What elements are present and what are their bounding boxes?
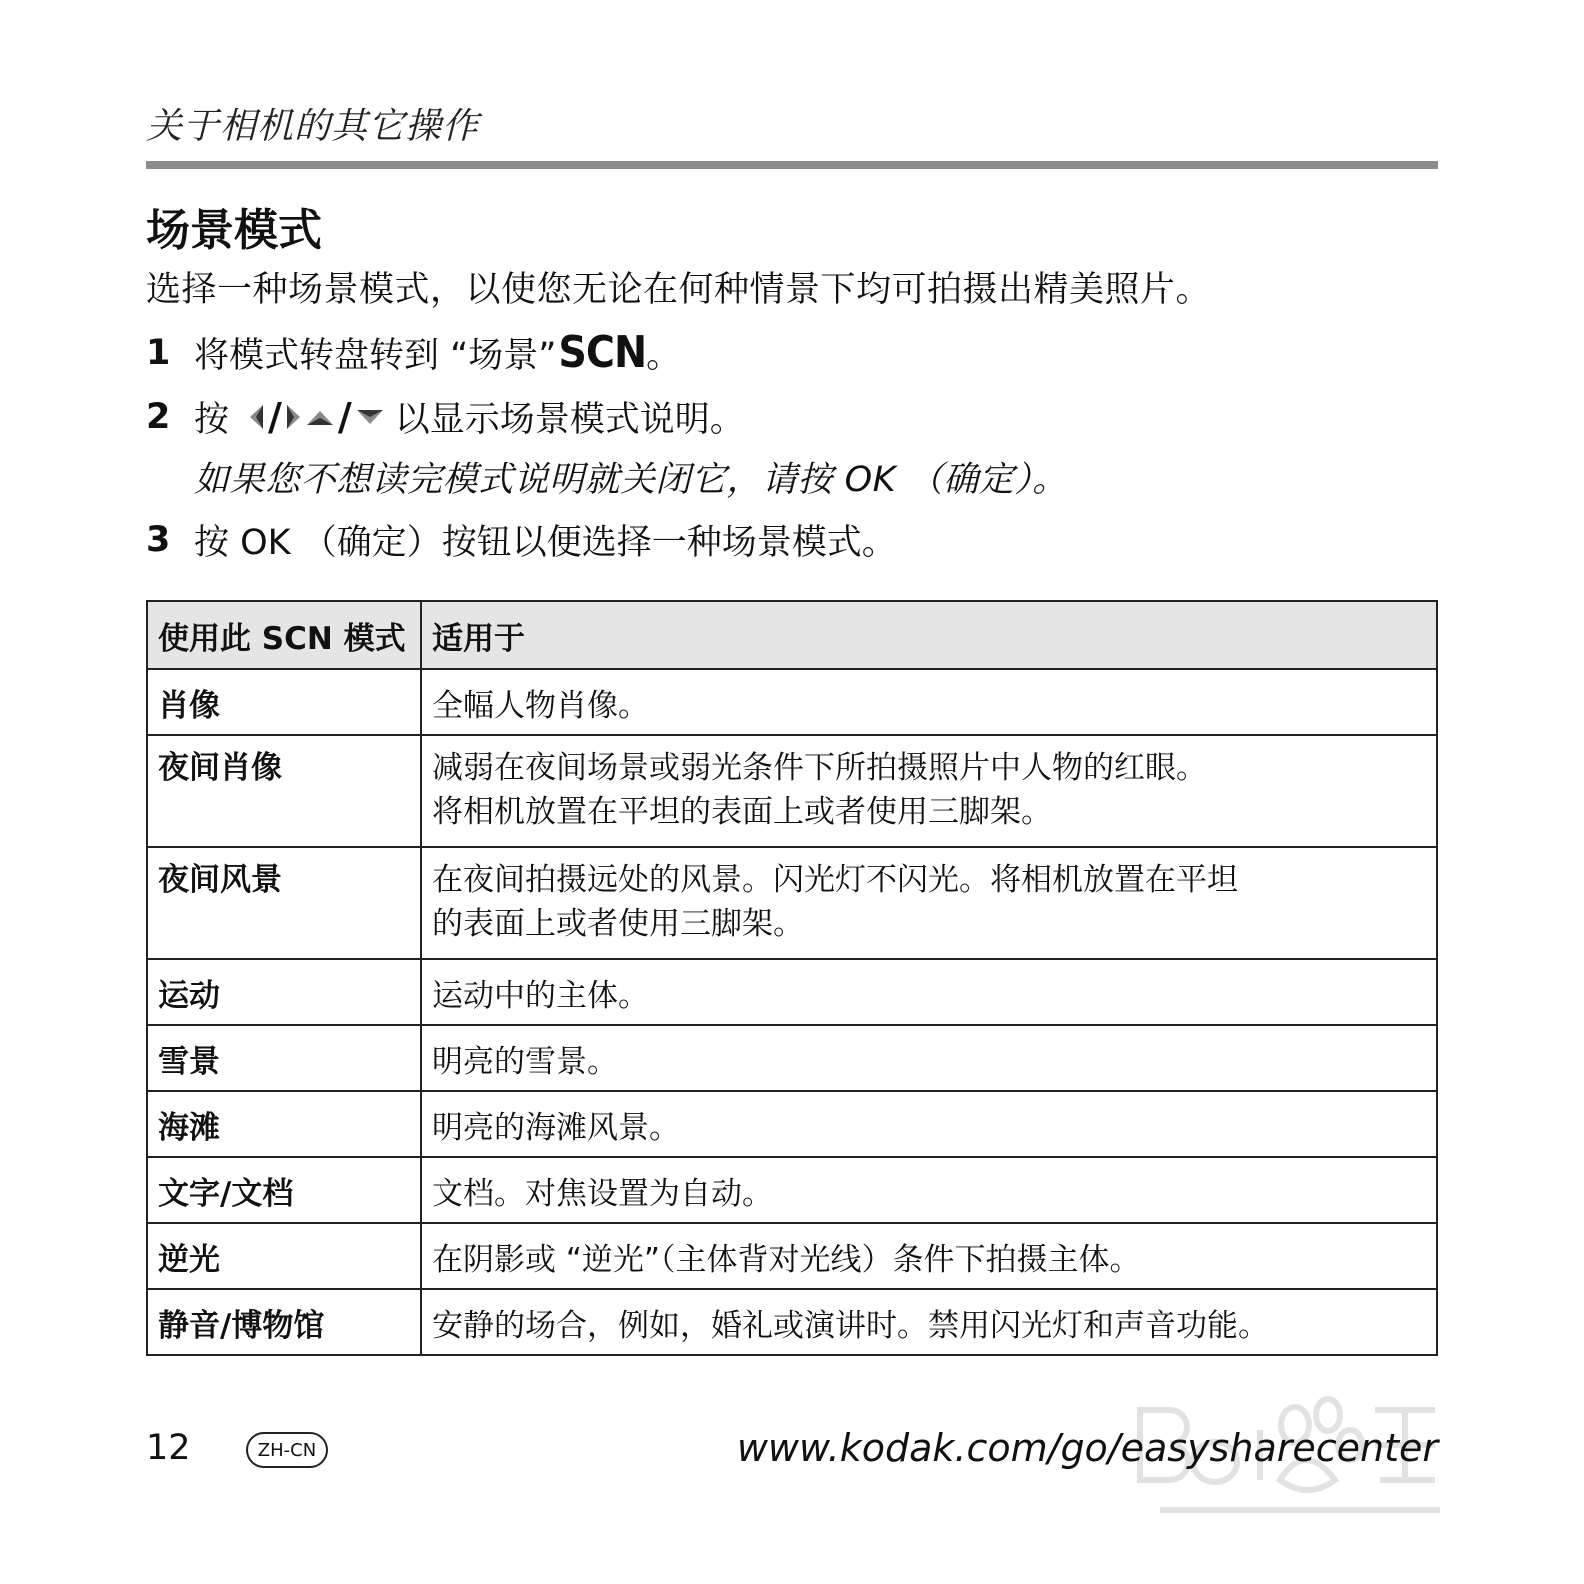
table-row	[147, 1157, 1437, 1223]
desc-cell	[421, 1223, 1437, 1289]
table-row	[147, 1289, 1437, 1355]
step-number: 2	[146, 397, 171, 437]
scene-mode-table	[146, 600, 1438, 1356]
mode-cell: 运动	[147, 959, 421, 1025]
column-header-use: 适用于	[421, 601, 1437, 669]
step-2	[146, 392, 745, 442]
running-head: 关于相机的其它操作	[146, 106, 480, 147]
step-prefix: 按	[194, 400, 230, 440]
scn-icon: SCN	[558, 327, 647, 378]
step-suffix: 。	[646, 335, 682, 376]
step-1	[146, 327, 681, 378]
desc-line: 运动中的主体。	[432, 978, 649, 1014]
section-title: 场景模式	[146, 205, 322, 256]
arrow-buttons-icon	[247, 395, 385, 439]
mode-cell: 静音/博物馆	[147, 1289, 421, 1355]
header-rule	[146, 161, 1438, 169]
desc-cell	[421, 959, 1437, 1025]
step-text: 将模式转盘转到 “场景”	[194, 335, 557, 376]
desc-cell	[421, 1289, 1437, 1355]
desc-cell	[421, 847, 1437, 959]
desc-line: 减弱在夜间场景或弱光条件下所拍摄照片中人物的红眼。	[432, 750, 1207, 786]
mode-cell: 海滩	[147, 1091, 421, 1157]
right-arrow-icon	[285, 402, 303, 432]
desc-cell	[421, 669, 1437, 735]
table-header-row	[147, 601, 1437, 669]
desc-line: 全幅人物肖像。	[432, 688, 649, 724]
desc-cell	[421, 1157, 1437, 1223]
desc-line: 在夜间拍摄远处的风景。闪光灯不闪光。将相机放置在平坦	[432, 862, 1238, 898]
desc-line: 文档。对焦设置为自动。	[432, 1176, 773, 1212]
table-row	[147, 847, 1437, 959]
up-arrow-icon	[305, 406, 335, 428]
down-arrow-icon	[355, 406, 385, 428]
step-text: 以显示场景模式说明。	[394, 400, 745, 440]
desc-line: 明亮的海滩风景。	[432, 1110, 680, 1146]
desc-line: 在阴影或 “逆光”（主体背对光线）条件下拍摄主体。	[432, 1242, 1141, 1278]
table-row	[147, 669, 1437, 735]
slash: /	[337, 395, 352, 439]
desc-cell	[421, 1091, 1437, 1157]
step-number: 3	[146, 520, 171, 560]
table-row	[147, 959, 1437, 1025]
desc-line: 将相机放置在平坦的表面上或者使用三脚架。	[432, 794, 1052, 830]
step-3	[146, 515, 897, 565]
page-number: 12	[146, 1428, 191, 1468]
mode-cell: 肖像	[147, 669, 421, 735]
table-row	[147, 1223, 1437, 1289]
footer-url[interactable]: www.kodak.com/go/easysharecenter	[736, 1426, 1438, 1470]
mode-cell: 雪景	[147, 1025, 421, 1091]
language-badge: ZH-CN	[246, 1432, 328, 1468]
step-text: 按 OK （确定）按钮以便选择一种场景模式。	[194, 523, 897, 563]
mode-cell: 夜间肖像	[147, 735, 421, 847]
desc-line: 明亮的雪景。	[432, 1044, 618, 1080]
desc-cell	[421, 735, 1437, 847]
desc-line: 安静的场合，例如，婚礼或演讲时。禁用闪光灯和声音功能。	[432, 1308, 1269, 1344]
step-number: 1	[146, 332, 171, 373]
mode-cell: 文字/文档	[147, 1157, 421, 1223]
mode-cell: 逆光	[147, 1223, 421, 1289]
desc-cell	[421, 1025, 1437, 1091]
step-2-note: 如果您不想读完模式说明就关闭它，请按 OK （确定）。	[194, 460, 1068, 500]
table-row	[147, 735, 1437, 847]
left-arrow-icon	[247, 402, 265, 432]
column-header-mode: 使用此 SCN 模式	[147, 601, 421, 669]
intro-text: 选择一种场景模式，以使您无论在何种情景下均可拍摄出精美照片。	[146, 270, 1212, 310]
table-row	[147, 1025, 1437, 1091]
desc-line: 的表面上或者使用三脚架。	[432, 906, 804, 942]
slash: /	[268, 395, 282, 439]
mode-cell: 夜间风景	[147, 847, 421, 959]
table-row	[147, 1091, 1437, 1157]
